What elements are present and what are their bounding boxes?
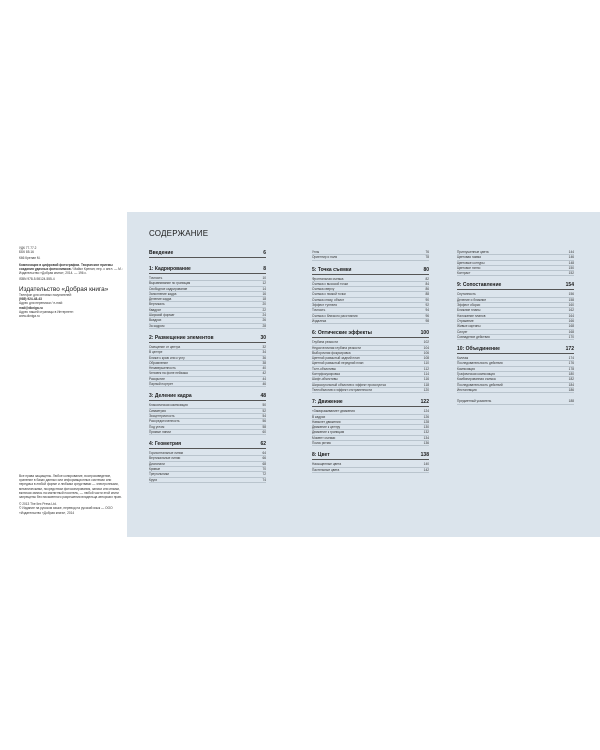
- toc-item-title: Широкий формат: [149, 313, 175, 318]
- toc-item-title: Деление кадра: [149, 297, 172, 302]
- toc-gap: [312, 473, 429, 479]
- toc-column-1: [149, 250, 266, 489]
- toc-item-page: 148: [568, 260, 574, 265]
- toc-item-title: Графическая композиция: [457, 372, 495, 377]
- toc-item-page: 142: [423, 467, 429, 472]
- toc-item-page: 78: [425, 255, 429, 260]
- udk-code: УДК 77.77.2: [19, 246, 37, 250]
- toc-item-page: 56: [262, 419, 266, 424]
- toc-item-page: 96: [425, 313, 429, 318]
- copyright-line: © 2013 The Ilex Press Ltd.: [19, 502, 57, 507]
- toc-item-title: Смещение от центра: [149, 344, 181, 349]
- toc-item-page: 150: [568, 265, 574, 270]
- toc-item-page: 110: [423, 361, 429, 366]
- toc-items: [149, 403, 266, 435]
- toc-item-title: Заполнение кадра: [149, 291, 177, 296]
- toc-item-title: Незавершенность: [149, 366, 176, 371]
- toc-item-title: Насыщенные цвета: [312, 462, 342, 467]
- toc-item-page: 104: [423, 345, 429, 350]
- toc-section: [149, 250, 266, 258]
- toc-item-title: Совпадение действия: [457, 334, 490, 339]
- toc-section: [149, 441, 266, 483]
- toc-section: [149, 335, 266, 387]
- toc-item-title: Приглушенные цвета: [457, 250, 489, 254]
- toc-item-page: 124: [423, 409, 429, 414]
- toc-item-page: 170: [568, 334, 574, 339]
- toc-item-title: Композиция: [457, 366, 475, 371]
- toc-item-page: 26: [262, 318, 266, 323]
- toc-item-title: Прямые линии: [149, 429, 171, 434]
- toc-section-heading: [312, 399, 429, 407]
- toc-item-page: 174: [568, 356, 574, 361]
- rights-block: [19, 474, 124, 515]
- toc-item-title: Под углом: [149, 424, 165, 429]
- toc-item-title: Движение к центру: [312, 425, 341, 430]
- toc-item-page: 158: [568, 297, 574, 302]
- toc-section-title: 2: Размещение элементов: [149, 334, 214, 341]
- toc-section-page: 154: [565, 282, 574, 289]
- toc-item-title: Парный портрет: [149, 382, 174, 387]
- toc-item-title: Последовательность действия: [457, 361, 503, 366]
- toc-section-title: 7: Движение: [312, 399, 343, 406]
- toc-item-title: Последовательность действий: [457, 382, 503, 387]
- toc-item-title: Комбинированная съемка: [457, 377, 496, 382]
- toc-item-title: Съемка с низкой точки: [312, 292, 346, 297]
- bbk-code: ББК 85.16: [19, 250, 34, 255]
- toc-section-page: 172: [565, 346, 574, 353]
- toc-item-title: Съемка с близкого расстояния: [312, 313, 358, 318]
- toc-item-title: Широкоугольный объектив и эффект прохолустья: [312, 382, 386, 387]
- toc-item-title: Классическая композиция: [149, 403, 188, 408]
- toc-item-page: 34: [262, 350, 266, 355]
- toc-page: [127, 212, 600, 537]
- toc-section-title: Введение: [149, 250, 174, 256]
- toc-item-page: 68: [262, 461, 266, 466]
- toc-item-page: 88: [425, 292, 429, 297]
- toc-item-page: 188: [568, 399, 574, 404]
- toc-item-title: Недостаточная глубина резкости: [312, 345, 361, 350]
- publisher-line: mail@dkniga.ru: [19, 305, 43, 310]
- copyright-line: © Издание на русском языке, перевод на русский язык — ООО «Издательство «Добрая книга», 2014: [19, 506, 113, 515]
- toc-section: [312, 399, 429, 446]
- toc-item-page: 98: [425, 318, 429, 323]
- toc-item-page: 94: [425, 308, 429, 313]
- toc-item-page: 116: [423, 377, 429, 382]
- toc-gap: [149, 483, 266, 489]
- toc-item-page: 180: [568, 372, 574, 377]
- toc-item-title: Предметный указатель: [457, 399, 492, 404]
- toc-item-page: 168: [568, 324, 574, 329]
- toc-item-title: Эффект туннеля: [312, 303, 337, 308]
- toc-item-title: Свободное кадрирование: [149, 286, 188, 291]
- toc-section-heading: [149, 250, 266, 258]
- toc-item-title: Издалека: [312, 318, 327, 323]
- toc-section-heading: [149, 441, 266, 449]
- toc-item-page: 24: [262, 313, 266, 318]
- toc-item-page: 36: [262, 355, 266, 360]
- toc-item-page: 178: [568, 366, 574, 371]
- toc-item-page: 14: [262, 286, 266, 291]
- toc-items: [312, 409, 429, 446]
- toc-item-title: Контрфокусировка: [312, 372, 340, 377]
- toc-item-title: Вкадрах: [149, 318, 162, 323]
- rights-notice: Все права защищены. Любое копирование, воспроизведение, хранение в базах данных или информационных системах или передача в любой форме и любыми средствами — электронными, механическими, посредством фотокопирования, записи или иными, включая запись на магнитный носитель, — любой части этой книги запрещены без письменного разрешения владельца авторских прав.: [19, 474, 122, 500]
- book-description: / Майкл Кренан; пер. с англ. — М.: Издательство «Добрая книга», 2014. — 196 с.: [19, 266, 123, 276]
- toc-item-title: Круги: [149, 477, 158, 482]
- toc-section-page: 6: [263, 250, 266, 256]
- toc-item-page: 160: [568, 303, 574, 308]
- toc-section: [312, 452, 429, 473]
- toc-item-title: Шифт-объективы: [312, 377, 338, 382]
- toc-item-page: 176: [568, 361, 574, 366]
- toc-item-page: 18: [262, 297, 266, 302]
- toc-section: [312, 330, 429, 393]
- bibliographic-description: [19, 263, 124, 276]
- toc-item-title: Эксцентричность: [149, 413, 175, 418]
- toc-section: [312, 267, 429, 325]
- toc-item-page: 86: [425, 287, 429, 292]
- toc-column-3: [457, 250, 574, 411]
- toc-item-page: 40: [262, 366, 266, 371]
- toc-item-page: 20: [262, 302, 266, 307]
- toc-items: [149, 345, 266, 387]
- catalog-block: [19, 246, 124, 281]
- toc-item-title: Спутанность: [457, 292, 476, 297]
- toc-item-title: Съемка сверху: [312, 287, 335, 292]
- toc-item-page: 44: [262, 376, 266, 381]
- toc-section-heading: [457, 282, 574, 290]
- toc-item-title: Наложение планов: [457, 313, 486, 318]
- toc-section-heading: [457, 346, 574, 354]
- toc-item-page: 136: [423, 441, 429, 446]
- toc-item-page: 102: [423, 340, 429, 345]
- toc-item-page: 162: [568, 308, 574, 313]
- toc-item-title: В центре: [149, 350, 163, 355]
- toc-item-title: Диагонали: [149, 461, 165, 466]
- toc-item-page: 152: [568, 271, 574, 276]
- toc-item-page: 42: [262, 371, 266, 376]
- toc-item-title: Тилт-объективы: [312, 366, 336, 371]
- toc-item-title: За кадром: [149, 323, 165, 328]
- publisher-line: www.dkniga.ru: [19, 314, 40, 319]
- toc-section-heading: [149, 393, 266, 401]
- toc-item-page: 66: [262, 456, 266, 461]
- toc-item-title: Вертикальные линии: [149, 456, 181, 461]
- toc-item-title: Поиск ритма: [312, 441, 331, 446]
- toc-item-page: 128: [423, 419, 429, 424]
- toc-section-title: 5: Точка съемки: [312, 266, 352, 273]
- toc-section: [457, 346, 574, 393]
- toc-item-page: 38: [262, 360, 266, 365]
- author-index: К66 Кренан М.: [19, 256, 41, 261]
- toc-item-page: 114: [423, 372, 429, 377]
- toc-item-title: Телеобъектив и эффект отстраненности: [312, 387, 373, 392]
- toc-item-page: 72: [262, 472, 266, 477]
- toc-item-title: Выборочная фокусировка: [312, 350, 351, 355]
- publisher-name: Издательство «Добрая книга»: [19, 286, 109, 293]
- toc-item-title: Коллаж: [457, 356, 469, 361]
- toc-item-page: 60: [262, 429, 266, 434]
- toc-item-title: Человек на фоне пейзажа: [149, 371, 188, 376]
- toc-item-page: 164: [568, 313, 574, 318]
- toc-item-page: 184: [568, 382, 574, 387]
- toc-items: [312, 462, 429, 473]
- toc-section-page: 122: [420, 399, 429, 406]
- toc-section-title: 9: Сопоставление: [457, 282, 502, 289]
- toc-item-page: 12: [262, 281, 266, 286]
- toc-items: [312, 277, 429, 325]
- toc-item-page: 64: [262, 451, 266, 456]
- publisher-line: Адрес для переписки / e-mail:: [19, 301, 63, 306]
- toc-section-page: 62: [260, 441, 266, 448]
- toc-item-page: 156: [568, 292, 574, 297]
- toc-item-title: Рассредоточенность: [149, 419, 180, 424]
- toc-item-title: Цветной размытый передний план: [312, 361, 364, 366]
- toc-item-page: 76: [425, 250, 429, 254]
- toc-item-title: Силуэт: [457, 329, 468, 334]
- toc-items: [149, 451, 266, 483]
- toc-item-title: Вертикаль: [149, 302, 165, 307]
- toc-section-title: 6: Оптические эффекты: [312, 330, 372, 337]
- toc-section-page: 80: [423, 266, 429, 273]
- toc-item-title: Обрамление: [149, 360, 168, 365]
- toc-section-title: 10: Объединение: [457, 346, 500, 353]
- toc-item-page: 58: [262, 424, 266, 429]
- toc-item-title: Контраст: [457, 271, 471, 276]
- toc-item-title: Ближние планы: [457, 308, 481, 313]
- toc-section-page: 48: [260, 393, 266, 400]
- toc-item-page: 46: [262, 382, 266, 387]
- toc-items: [457, 292, 574, 340]
- toc-item-page: 70: [262, 467, 266, 472]
- toc-item-title: Цветовое пятно: [457, 265, 481, 270]
- toc-item-title: Навылет движения: [312, 419, 341, 424]
- toc-title: СОДЕРЖАНИЕ: [149, 229, 209, 238]
- toc-item-page: 182: [568, 377, 574, 382]
- toc-section-page: 30: [260, 334, 266, 341]
- toc-item-title: Фронтальная съемка: [312, 276, 344, 281]
- publisher-line: Телефон для оптовых покупателей:: [19, 293, 72, 297]
- toc-item-title: Эффект сборки: [457, 303, 481, 308]
- isbn: ISBN 978-5-98124-555-4: [19, 277, 55, 282]
- toc-item-page: 22: [262, 307, 266, 312]
- toc-item-title: Квадрат: [149, 307, 162, 312]
- toc-item-page: 186: [568, 387, 574, 392]
- toc-item-title: Выравнивание по границам: [149, 281, 191, 286]
- toc-item-page: 74: [262, 477, 266, 482]
- toc-item-page: 132: [423, 430, 429, 435]
- toc-item-page: 168: [568, 329, 574, 334]
- toc-item-title: Цветной размытый задний план: [312, 356, 360, 361]
- toc-item-title: Момент съемки: [312, 435, 336, 440]
- toc-item-title: Ближе к краю или к углу: [149, 355, 185, 360]
- left-page: [0, 0, 127, 750]
- toc-item-title: Съемка с высокой точки: [312, 281, 349, 286]
- toc-items: [457, 356, 574, 393]
- toc-section-heading: [149, 335, 266, 343]
- toc-item-page: 120: [423, 387, 429, 392]
- toc-item-title: Живые картины: [457, 324, 481, 329]
- toc-section-page: 100: [420, 330, 429, 337]
- toc-item-page: 90: [425, 297, 429, 302]
- toc-section: [149, 266, 266, 329]
- toc-items: [312, 340, 429, 393]
- toc-item-title: Отражение: [457, 318, 474, 323]
- toc-section: [457, 282, 574, 340]
- toc-item-page: 92: [425, 303, 429, 308]
- publisher-block: [19, 286, 124, 318]
- toc-gap: [457, 405, 574, 411]
- toc-item-title: Точность: [312, 308, 326, 313]
- toc-item-page: 144: [568, 250, 574, 254]
- toc-section-heading: [312, 452, 429, 460]
- toc-item-title: Раскрытие: [149, 376, 165, 381]
- book-title: Композиция в цифровой фотографии. Творческие приемы создания удачных фотоснимков: [19, 262, 113, 271]
- toc-section-heading: [312, 267, 429, 275]
- toc-item-page: 84: [425, 281, 429, 286]
- toc-item-page: 52: [262, 408, 266, 413]
- toc-item-page: 28: [262, 323, 266, 328]
- toc-item-page: 112: [423, 366, 429, 371]
- toc-item-page: 50: [262, 403, 266, 408]
- toc-item-page: 130: [423, 425, 429, 430]
- toc-item-title: В кадрах: [312, 414, 326, 419]
- toc-items: [149, 276, 266, 329]
- toc-items: [457, 250, 574, 276]
- toc-item-page: 82: [425, 276, 429, 281]
- toc-section-page: 8: [263, 266, 266, 272]
- toc-item-title: Пастельные цвета: [312, 467, 340, 472]
- toc-item-title: «Замораживание» движения: [312, 409, 355, 414]
- toc-item-page: 166: [568, 318, 574, 323]
- toc-items: [312, 250, 429, 261]
- toc-item-title: Съемка снизу, объект: [312, 297, 345, 302]
- toc-item-title: Треугольники: [149, 472, 169, 477]
- toc-item-title: Горизонтальные линии: [149, 451, 184, 456]
- toc-item-title: Деление и ближние: [457, 297, 487, 302]
- toc-item-title: Ориентир и поля: [312, 255, 338, 260]
- toc-item-title: Точность: [149, 276, 163, 280]
- toc-section-page: 138: [420, 452, 429, 459]
- toc-item-page: 146: [568, 255, 574, 260]
- publisher-line: (985) 924-48-43: [19, 297, 42, 302]
- toc-item-title: Движение к границам: [312, 430, 345, 435]
- toc-item-page: 16: [262, 291, 266, 296]
- toc-item-page: 134: [423, 435, 429, 440]
- toc-section: [149, 393, 266, 435]
- toc-item-title: Цветовая гамма: [457, 255, 481, 260]
- toc-item-page: 54: [262, 413, 266, 418]
- toc-column-2: [312, 250, 429, 479]
- toc-section-title: 3: Деление кадра: [149, 393, 192, 400]
- toc-item-page: 140: [423, 462, 429, 467]
- toc-section-heading: [312, 330, 429, 338]
- toc-item-page: 126: [423, 414, 429, 419]
- toc-item-page: 108: [423, 356, 429, 361]
- toc-section-title: 1: Кадрирование: [149, 266, 191, 272]
- toc-item-title: Цветовые контуры: [457, 260, 485, 265]
- toc-section-title: 8: Цвет: [312, 452, 330, 459]
- toc-item-title: Глубина резкости: [312, 340, 339, 345]
- toc-section-title: 4: Геометрия: [149, 441, 182, 448]
- toc-item-page: 32: [262, 344, 266, 349]
- toc-item-title: Инсталляция: [457, 387, 477, 392]
- toc-item-page: 118: [423, 382, 429, 387]
- toc-item-page: 106: [423, 350, 429, 355]
- toc-section-heading: [149, 266, 266, 274]
- toc-item-title: Углы: [312, 250, 320, 254]
- toc-item-page: 10: [262, 276, 266, 280]
- publisher-line: Адрес нашей страницы в Интернете:: [19, 309, 74, 314]
- toc-item-title: Симметрия: [149, 408, 166, 413]
- toc-item-title: Кривые: [149, 467, 161, 472]
